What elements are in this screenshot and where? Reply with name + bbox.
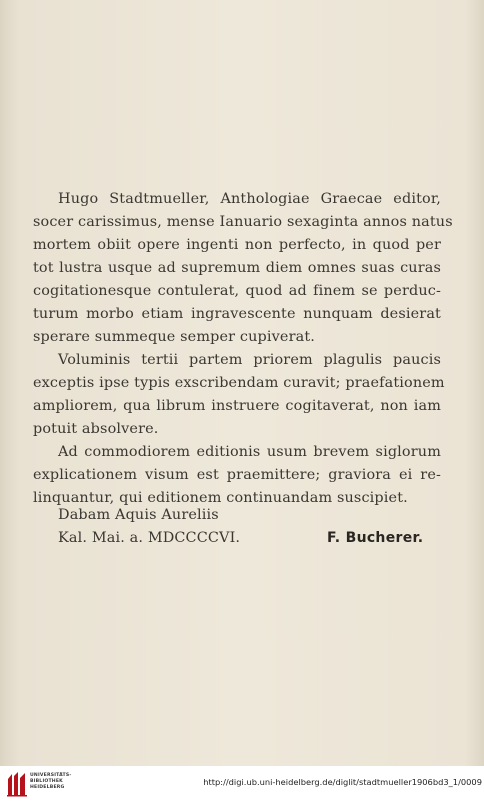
text-line: Voluminis tertii partem priorem plagulis paucis [58, 352, 441, 368]
text-line: explicationem visum est praemittere; graviora ei re- [33, 467, 441, 483]
signature: F. Bucherer. [327, 530, 424, 546]
library-name-line: UNIVERSITÄTS- [30, 773, 72, 778]
permalink-url[interactable]: http://digi.ub.uni-heidelberg.de/diglit/stadtmueller1906bd3_1/0009 [203, 777, 482, 787]
library-logo-icon[interactable] [6, 771, 28, 797]
text-line: cogitationesque contulerat, quod ad finem se perduc- [33, 283, 441, 299]
text-line: socer carissimus, mense Ianuario sexaginta annos natus [33, 214, 453, 230]
closing-place: Dabam Aquis Aureliis [58, 507, 219, 523]
text-line: sperare summeque semper cupiverat. [33, 329, 316, 345]
library-name-line: HEIDELBERG [30, 785, 65, 791]
library-name [30, 773, 71, 792]
text-line: mortem obiit opere ingenti non perfecto, in quod per [33, 237, 441, 253]
text-line: tot lustra usque ad supremum diem omnes suas curas [33, 260, 441, 276]
footer-bar [0, 766, 484, 802]
text-line: Hugo Stadtmueller, Anthologiae Graecae editor, [58, 191, 441, 207]
text-line: linquantur, qui editionem continuandam suscipiet. [33, 490, 408, 506]
text-line: potuit absolvere. [33, 421, 159, 437]
text-line: Ad commodiorem editionis usum brevem siglorum [58, 444, 441, 460]
text-line: ampliorem, qua librum instruere cogitaverat, non iam [33, 398, 441, 414]
closing-date: Kal. Mai. a. MDCCCCVI. [58, 530, 241, 546]
library-name-line: BIBLIOTHEK [30, 779, 63, 785]
text-line: exceptis ipse typis exscribendam curavit; praefationem [33, 375, 445, 391]
text-line: turum morbo etiam ingravescente nunquam desierat [33, 306, 441, 322]
